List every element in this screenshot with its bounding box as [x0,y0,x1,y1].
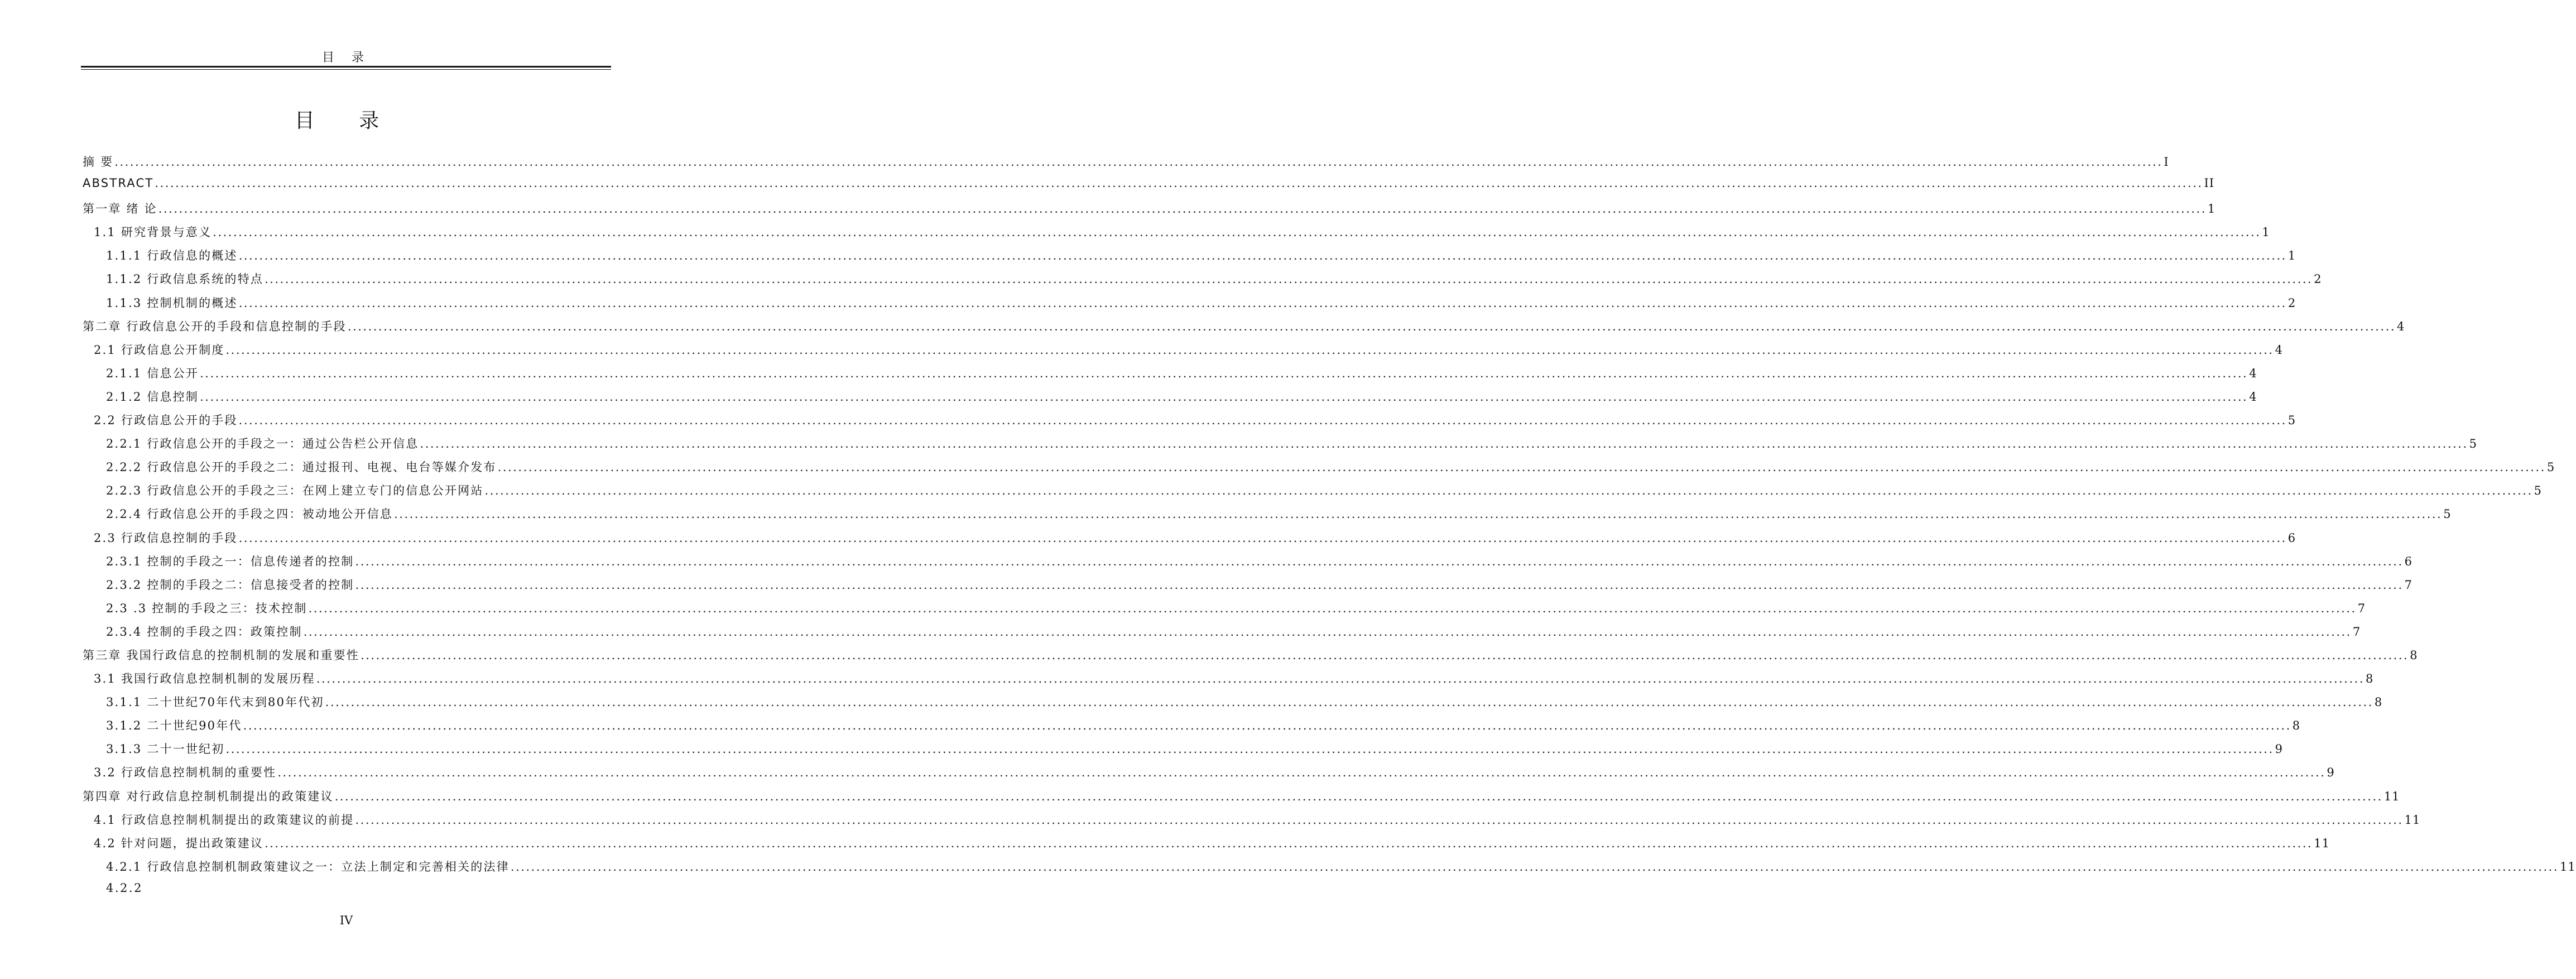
toc-entry-page: 11 [2560,860,2576,874]
toc-dot-leader: ................................................................................................................................................................................................................................................................................................................................................................................................................ [484,484,2533,498]
toc-entry[interactable] [83,834,2330,858]
toc-entry-label: 3.1 我国行政信息控制机制的发展历程 [94,672,315,686]
toc-dot-leader: ................................................................................................................................................................................................................................................................................................................................................................................................................ [225,343,2274,357]
toc-entry-label: 1.1.2 行政信息系统的特点 [106,272,264,286]
toc-entry-label: 2.3 行政信息控制的手段 [94,531,238,545]
toc-entry[interactable] [83,764,2335,787]
toc-entry-page: 7 [2404,578,2413,592]
toc-entry-page: 11 [2383,789,2400,803]
page-number: IV [339,914,353,927]
toc-entry[interactable] [83,364,2257,388]
toc-dot-leader: ................................................................................................................................................................................................................................................................................................................................................................................................................ [238,249,2287,263]
page-title: 目 录 [294,109,398,132]
toc-dot-leader: ................................................................................................................................................................................................................................................................................................................................................................................................................ [213,225,2261,239]
toc-entry-page: 8 [2292,719,2301,733]
toc-entry-page: 8 [2374,695,2383,709]
toc-dot-leader: ................................................................................................................................................................................................................................................................................................................................................................................................................ [265,272,2313,286]
toc-entry-label: 3.2 行政信息控制机制的重要性 [94,766,277,780]
header-rule-thick [81,66,611,68]
toc-entry-label: 2.3.1 控制的手段之一：信息传递者的控制 [106,554,354,568]
toc-entry[interactable] [83,176,2215,200]
toc-entry-label: 2.3 .3 控制的手段之三：技术控制 [106,601,307,615]
toc-entry-label: 第三章 我国行政信息的控制机制的发展和重要性 [83,648,360,662]
toc-entry[interactable] [83,858,2576,881]
toc-dot-leader: ................................................................................................................................................................................................................................................................................................................................................................................................................ [316,672,2364,686]
toc-entry-page: 5 [2534,484,2543,498]
toc-entry-page: 9 [2275,742,2284,756]
toc-entry-label: 2.2 行政信息公开的手段 [94,414,238,428]
toc-entry-page: 4 [2397,319,2405,333]
toc-dot-leader: ................................................................................................................................................................................................................................................................................................................................................................................................................ [238,414,2287,428]
toc-entry-label: 2.2.1 行政信息公开的手段之一：通过公告栏公开信息 [106,437,419,451]
toc-entry[interactable] [83,646,2418,670]
toc-entry-page: 1 [2207,202,2216,216]
toc-entry-page: 1 [2287,249,2296,263]
toc-entry[interactable] [83,153,2169,176]
toc-entry[interactable] [83,740,2284,764]
toc-entry-label: 1.1.1 行政信息的概述 [106,249,238,263]
toc-entry-label: 1.1.3 控制机制的概述 [106,296,238,310]
toc-entry[interactable] [83,270,2322,294]
toc-dot-leader: ................................................................................................................................................................................................................................................................................................................................................................................................................ [325,695,2373,709]
toc-entry[interactable] [83,553,2413,576]
toc-entry-page: I [2164,155,2169,169]
toc-dot-leader: ................................................................................................................................................................................................................................................................................................................................................................................................................ [200,390,2248,404]
toc-dot-leader: ................................................................................................................................................................................................................................................................................................................................................................................................................ [114,155,2163,169]
toc-entry[interactable] [83,576,2413,599]
toc-entry[interactable] [83,529,2296,553]
toc-entry-label: 2.2.4 行政信息公开的手段之四：被动地公开信息 [106,507,393,521]
toc-entry-page: 4 [2275,343,2283,357]
toc-dot-leader: ................................................................................................................................................................................................................................................................................................................................................................................................................ [158,202,2207,216]
toc-entry-page: 5 [2443,507,2452,521]
toc-entry-page: 9 [2327,766,2335,780]
toc-entry-page: 4 [2249,390,2257,404]
toc-entry[interactable] [83,247,2296,270]
toc-entry-page: 2 [2287,296,2296,310]
toc-entry-label: 2.1 行政信息公开制度 [94,343,225,357]
toc-entry[interactable] [83,623,2361,646]
toc-entry[interactable] [83,388,2257,411]
toc-entry-page: 5 [2287,414,2296,428]
toc-entry-page: 7 [2352,625,2361,639]
toc-entry-label: 3.1.3 二十一世纪初 [106,742,225,756]
toc-entry-label: 第四章 对行政信息控制机制提出的政策建议 [83,789,334,803]
toc-entry-page: 2 [2314,272,2322,286]
toc-dot-leader: ................................................................................................................................................................................................................................................................................................................................................................................................................ [334,789,2383,803]
toc-entry-label: 2.2.3 行政信息公开的手段之三：在网上建立专门的信息公开网站 [106,484,484,498]
toc-dot-leader: ................................................................................................................................................................................................................................................................................................................................................................................................................ [155,176,2203,190]
toc-entry-label: 1.1 研究背景与意义 [94,225,212,239]
toc-entry-label: 4.1 行政信息控制机制提出的政策建议的前提 [94,813,354,827]
toc-dot-leader: ................................................................................................................................................................................................................................................................................................................................................................................................................ [243,719,2291,733]
toc-entry-label: 4.2.1 行政信息控制机制政策建议之一：立法上制定和完善相关的法律 [106,860,510,874]
toc-entry[interactable] [83,788,2400,811]
toc-entry[interactable] [83,482,2543,505]
running-header: 目 录 [322,51,371,65]
toc-dot-leader: ................................................................................................................................................................................................................................................................................................................................................................................................................ [355,578,2404,592]
toc-entry-page: 5 [2546,460,2555,474]
toc-dot-leader: ................................................................................................................................................................................................................................................................................................................................................................................................................ [200,366,2248,380]
toc-entry[interactable] [83,200,2216,223]
header-rule-thin [81,69,611,70]
toc-entry-label: 2.1.2 信息控制 [106,390,199,404]
toc-entry-label: 摘 要 [83,155,114,169]
toc-dot-leader: ................................................................................................................................................................................................................................................................................................................................................................................................................ [238,531,2287,545]
toc-entry-label: 2.1.1 信息公开 [106,366,199,380]
toc-entry-page: 7 [2357,601,2366,615]
toc-dot-leader: ................................................................................................................................................................................................................................................................................................................................................................................................................ [277,766,2326,780]
toc-dot-leader: ................................................................................................................................................................................................................................................................................................................................................................................................................ [265,836,2313,850]
toc-dot-leader: ................................................................................................................................................................................................................................................................................................................................................................................................................ [510,860,2559,874]
toc-entry[interactable] [83,599,2366,623]
toc-dot-leader: ................................................................................................................................................................................................................................................................................................................................................................................................................ [394,507,2443,521]
toc-entry-label: ABSTRACT [83,176,154,190]
toc-entry-page: 6 [2287,531,2296,545]
toc-entry-label: 第一章 绪 论 [83,202,157,216]
toc-entry[interactable] [83,670,2374,693]
toc-entry[interactable] [83,693,2383,717]
toc-entry-label: 3.1.1 二十世纪70年代末到80年代初 [106,695,324,709]
toc-entry-page: II [2204,176,2215,190]
toc-dot-leader: ................................................................................................................................................................................................................................................................................................................................................................................................................ [420,437,2468,451]
toc-entry-page: 5 [2469,437,2478,451]
toc-entry-label: 2.3.2 控制的手段之二：信息接受者的控制 [106,578,354,592]
toc-entry-page: 4 [2249,366,2257,380]
toc-entry-label: 3.1.2 二十世纪90年代 [106,719,242,733]
toc-dot-leader: ................................................................................................................................................................................................................................................................................................................................................................................................................ [238,296,2287,310]
toc-dot-leader: ................................................................................................................................................................................................................................................................................................................................................................................................................ [361,648,2409,662]
toc-entry-page: 6 [2404,554,2413,568]
toc-entry-page: 11 [2314,836,2330,850]
toc-dot-leader: ................................................................................................................................................................................................................................................................................................................................................................................................................ [303,625,2352,639]
toc-entry[interactable] [83,458,2555,482]
toc-entry[interactable] [83,294,2296,318]
toc-entry[interactable] [83,505,2452,529]
toc-entry-page: 8 [2410,648,2418,662]
toc-entry-trailing[interactable] [83,881,609,905]
toc-entry[interactable] [83,411,2296,435]
toc-dot-leader: ................................................................................................................................................................................................................................................................................................................................................................................................................ [308,601,2357,615]
toc-dot-leader: ................................................................................................................................................................................................................................................................................................................................................................................................................ [355,554,2404,568]
toc-dot-leader: ................................................................................................................................................................................................................................................................................................................................................................................................................ [355,813,2404,827]
toc-entry-label: 4.2.2 [106,881,143,895]
toc-dot-leader: ................................................................................................................................................................................................................................................................................................................................................................................................................ [497,460,2546,474]
toc-entry-label: 第二章 行政信息公开的手段和信息控制的手段 [83,319,347,333]
toc-entry-label: 2.3.4 控制的手段之四：政策控制 [106,625,302,639]
toc-entry-page: 8 [2366,672,2374,686]
toc-entry[interactable] [83,318,2405,341]
toc-entry[interactable] [83,435,2478,458]
toc-dot-leader: ................................................................................................................................................................................................................................................................................................................................................................................................................ [225,742,2274,756]
toc-entry[interactable] [83,717,2301,740]
toc-entry[interactable] [83,811,2421,834]
table-of-contents [83,153,2576,905]
toc-entry-page: 11 [2404,813,2421,827]
toc-entry[interactable] [83,223,2270,247]
toc-entry-label: 4.2 针对问题，提出政策建议 [94,836,264,850]
toc-entry-page: 1 [2262,225,2270,239]
toc-entry-label: 2.2.2 行政信息公开的手段之二：通过报刊、电视、电台等媒介发布 [106,460,497,474]
toc-entry[interactable] [83,341,2283,364]
toc-dot-leader: ................................................................................................................................................................................................................................................................................................................................................................................................................ [347,319,2396,333]
